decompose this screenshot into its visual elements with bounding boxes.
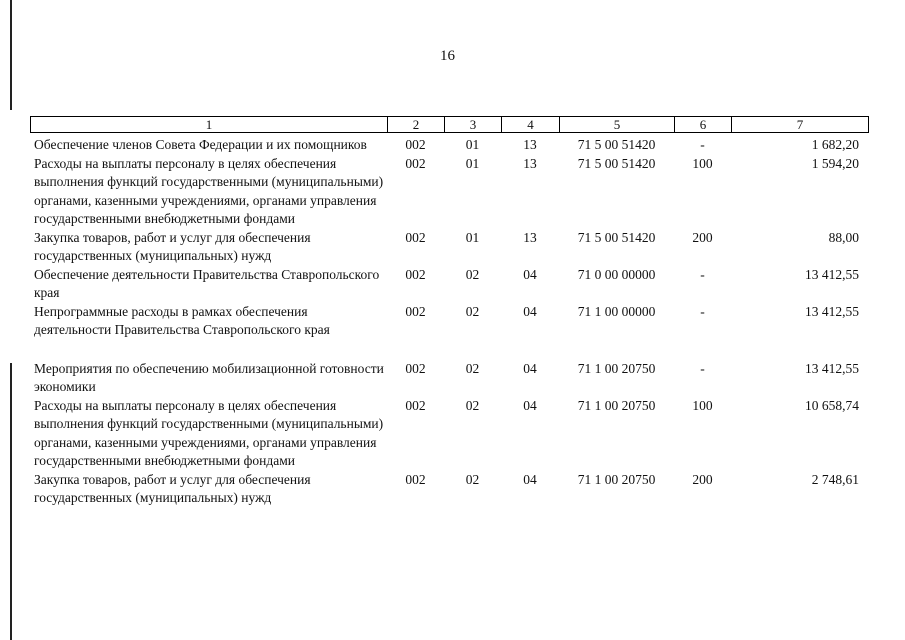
- row-code: 002: [405, 471, 426, 487]
- row-expense-type: -: [700, 137, 705, 152]
- table-row: [30, 266, 861, 303]
- row-subsection: 04: [523, 471, 537, 487]
- row-amount: 2 748,61: [811, 471, 859, 487]
- row-target-item: 71 1 00 20750: [577, 397, 656, 413]
- header-cell-4: 4: [502, 117, 560, 132]
- table-row: [30, 136, 861, 155]
- row-name: Обеспечение членов Совета Федерации и их помощников: [34, 137, 367, 152]
- table-row: [30, 397, 861, 471]
- row-code: 002: [405, 303, 426, 319]
- row-gap: [30, 340, 861, 360]
- row-expense-type: 200: [692, 229, 713, 245]
- row-section: 02: [465, 360, 480, 376]
- row-target-item: 71 5 00 51420: [577, 155, 656, 171]
- row-subsection: 13: [523, 137, 537, 152]
- row-amount: 13 412,55: [805, 266, 859, 282]
- row-code: 002: [405, 397, 426, 413]
- header-cell-3: 3: [445, 117, 502, 132]
- row-subsection: 04: [523, 303, 537, 319]
- row-name: Обеспечение деятельности Правительства Ставропольского края: [34, 266, 380, 300]
- row-subsection: 04: [523, 397, 537, 413]
- row-expense-type: -: [700, 266, 705, 282]
- row-expense-type: 100: [692, 155, 713, 171]
- row-amount: 13 412,55: [805, 360, 859, 376]
- table-body: [30, 136, 861, 508]
- row-name: Расходы на выплаты персоналу в целях обеспечения выполнения функций государственными (муниципальными) органами, казенными учреждениями, органами управления государственными внебюджетными фондами: [34, 155, 384, 226]
- table-row: [30, 471, 861, 508]
- row-target-item: 71 1 00 00000: [577, 303, 656, 319]
- header-cell-1: 1: [31, 117, 388, 132]
- row-name: Закупка товаров, работ и услуг для обеспечения государственных (муниципальных) нужд: [34, 471, 311, 505]
- row-code: 002: [405, 137, 426, 152]
- header-cell-2: 2: [388, 117, 445, 132]
- table-header: [30, 116, 869, 133]
- row-section: 02: [465, 397, 480, 413]
- row-subsection: 13: [523, 229, 537, 245]
- row-amount: 1 594,20: [811, 155, 859, 171]
- row-subsection: 04: [523, 360, 537, 376]
- header-cell-5: 5: [560, 117, 675, 132]
- table-row: [30, 229, 861, 266]
- row-section: 01: [465, 155, 480, 171]
- row-section: 02: [465, 303, 480, 319]
- row-amount: 13 412,55: [805, 303, 859, 319]
- row-expense-type: -: [700, 360, 705, 376]
- row-amount: 88,00: [828, 229, 859, 245]
- row-section: 01: [465, 137, 480, 152]
- row-target-item: 71 5 00 51420: [577, 229, 656, 245]
- row-section: 02: [465, 266, 480, 282]
- row-target-item: 71 5 00 51420: [577, 137, 656, 152]
- row-code: 002: [405, 229, 426, 245]
- row-target-item: 71 1 00 20750: [577, 471, 656, 487]
- row-name: Непрограммные расходы в рамках обеспечения деятельности Правительства Ставропольского края: [34, 303, 330, 337]
- row-expense-type: -: [700, 303, 705, 319]
- row-name: Закупка товаров, работ и услуг для обеспечения государственных (муниципальных) нужд: [34, 229, 311, 263]
- row-subsection: 04: [523, 266, 537, 282]
- row-target-item: 71 0 00 00000: [577, 266, 656, 282]
- table-row: [30, 360, 861, 397]
- table-row: [30, 303, 861, 340]
- row-code: 002: [405, 360, 426, 376]
- row-section: 02: [465, 471, 480, 487]
- row-amount: 10 658,74: [805, 397, 859, 413]
- row-section: 01: [465, 229, 480, 245]
- header-cell-7: 7: [796, 117, 804, 132]
- row-code: 002: [405, 266, 426, 282]
- row-code: 002: [405, 155, 426, 171]
- header-cell-6: 6: [675, 117, 732, 132]
- row-name: Мероприятия по обеспечению мобилизационной готовности экономики: [34, 360, 384, 394]
- margin-line-bottom: [10, 363, 12, 640]
- row-expense-type: 200: [692, 471, 713, 487]
- row-name: Расходы на выплаты персоналу в целях обеспечения выполнения функций государственными (муниципальными) органами, казенными учреждениями, органами управления государственными внебюджетными фондами: [34, 397, 384, 468]
- row-expense-type: 100: [692, 397, 713, 413]
- table-row: [30, 155, 861, 229]
- row-subsection: 13: [523, 155, 537, 171]
- row-amount: 1 682,20: [811, 137, 859, 152]
- row-target-item: 71 1 00 20750: [577, 360, 656, 376]
- page-number: 16: [440, 48, 455, 64]
